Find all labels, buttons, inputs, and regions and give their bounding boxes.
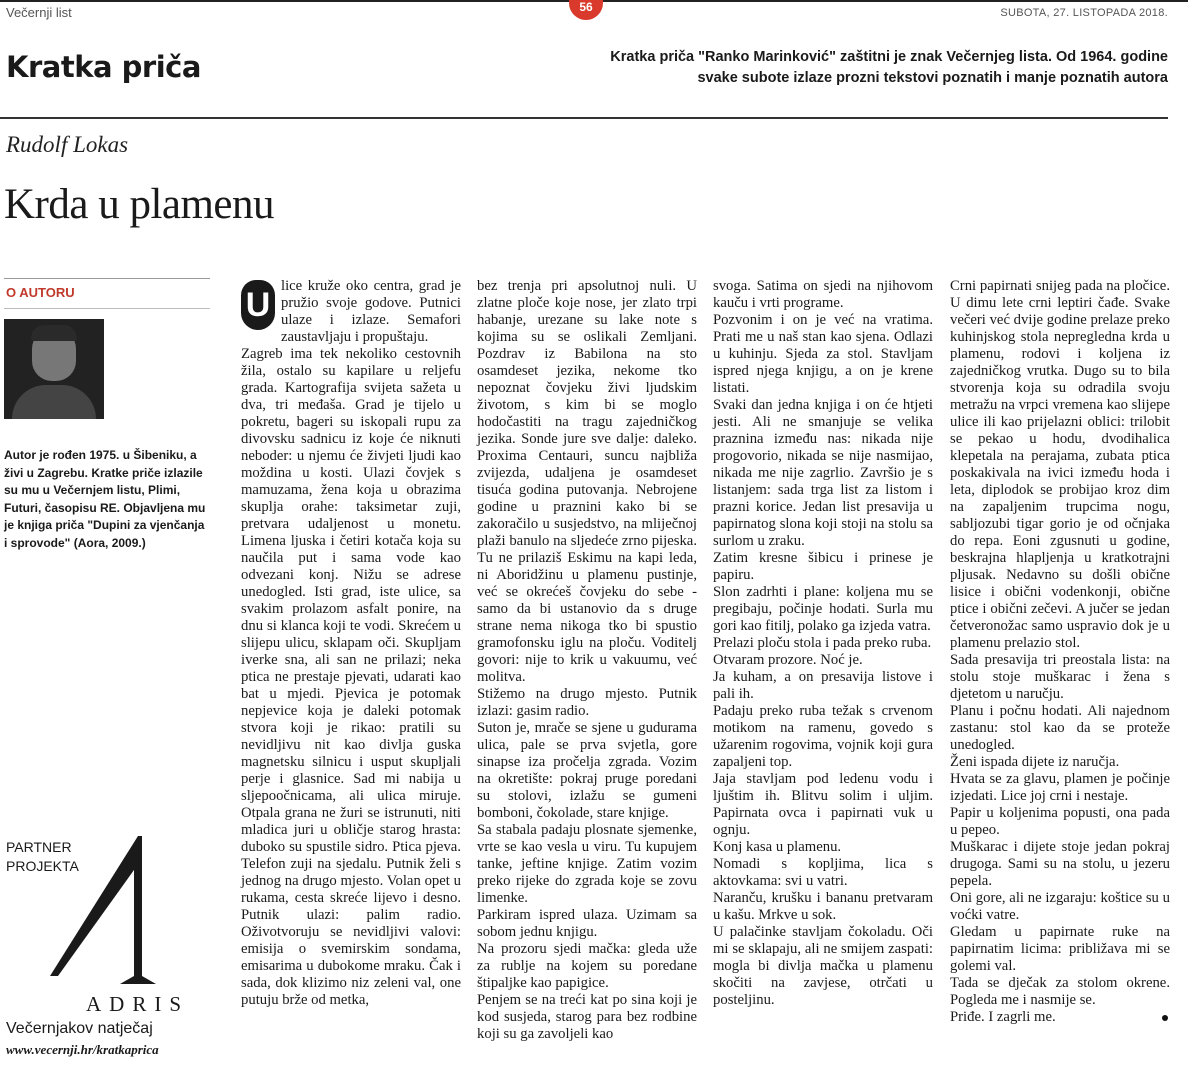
about-author-text: Autor je rođen 1975. u Šibeniku, a živi u Zagrebu. Kratke priče izlazile su mu u Večernjem listu, Plimi, Futuri, časopisu RE. Objavljena mu je knjiga priča "Dupini za vjenčanja i sprovode" (Aora, 2009.) [4,448,206,550]
author-photo [4,319,104,419]
article-paragraph: Priđe. I zagrli me. [950,1009,1056,1025]
article-paragraph: Planu i počnu hodati. Ali najednom zastanu: stol kao da se proteže unedogled. [950,703,1170,753]
article-paragraph: Oni gore, ali ne izgaraju: koštice su u voćki vatre. [950,890,1170,923]
article-column-3 [713,278,933,1009]
top-bar [0,0,1188,24]
article-title: Krda u plamenu [4,181,275,228]
article-paragraph: Tada se dječak za stolom okrene. Pogleda me i nasmije se. [950,975,1170,1008]
article-paragraph: Pozvonim i on je već na vratima. Prati me u naš stan kao sjena. Odlazi u kuhinju. Sjeda za stol. Stavljam ispred njega knjigu, a on je krene listati. [713,312,933,396]
article-paragraph: Zatim kresne šibicu i prinese je papiru. [713,550,933,583]
publication-name: Večernji list [6,5,72,20]
section-intro: Kratka priča "Ranko Marinković" zaštitni je znak Večernjeg lista. Od 1964. godine svake subote izlaze prozni tekstovi poznatih i manje poznatih autora [610,49,1168,86]
article-paragraph: U palačinke stavljam čokoladu. Oči mi se sklapaju, ali ne smijem zaspati: mogla bi divlja mačka u plamenu skočiti na zavjese, otrčati u posteljinu. [713,924,933,1008]
issue-date: SUBOTA, 27. LISTOPADA 2018. [1000,7,1168,19]
article-paragraph: Jaja stavljam pod ledenu vodu i ljuštim ih. Blitvu solim i uljim. Papirnata ovca i papirnati vuk u ognju. [713,771,933,838]
article-paragraph: Slon zadrhti i plane: koljena mu se pregibaju, počinje hodati. Surla mu gori kao fitilj, polako ga izjeda vatra. [713,584,933,634]
article-paragraph: Ja kuham, a on presavija listove i pali ih. [713,669,933,702]
article-paragraph: Na prozoru sjedi mačka: gleda uže za rublje na kojem su poredane štipaljke kao papigice. [477,941,697,991]
article-paragraph: Svaki dan jedna knjiga i on će htjeti jesti. Ali ne smanjuje se velika praznina između nas: nikada nije progovorio, nikada se nije nasmijao, nikada me nije zagrlio. Završio je s listanjem: sada trga list za listom i prazni korice. Jedan list presavija u papirnatog slona koji stoji na stolu sa surlom u zraku. [713,397,933,549]
article-paragraph: Sada presavija tri preostala lista: na stolu stoje muškarac i žena s djetetom u naručju. [950,652,1170,702]
contest-name: Večernjakov natječaj [6,1020,153,1037]
about-author-box [4,278,210,552]
article-paragraph: svoga. Satima on sjedi na njihovom kauču i vrti programe. [713,278,933,311]
section-divider [0,117,1168,119]
article-paragraph: Sa stabala padaju plosnate sjemenke, vrte se kao vesla u viru. Tu kupujem tanke, jeftine knjige. Zatim vozim preko rijeke do zgrada koje se zovu limenke. [477,822,697,906]
partner-logo-text: ADRIS [86,992,190,1016]
article-paragraph: Hvata se za glavu, plamen je počinje izjedati. Lice joj crni i nestaje. [950,771,1170,804]
article-paragraph: Otvaram prozore. Noć je. [713,652,863,668]
drop-cap: U [241,280,275,330]
article-column-2 [477,278,697,1043]
article-paragraph: Nomadi s kopljima, lica s aktovkama: svi u vatri. [713,856,933,889]
article-paragraph: Parkiram ispred ulaza. Uzimam sa sobom jednu knjigu. [477,907,697,940]
article-paragraph: Stižemo na drugo mjesto. Putnik izlazi: gasim radio. [477,686,697,719]
adris-logo-icon [28,826,208,1006]
article-paragraph: bez trenja pri apsolutnoj nuli. U zlatne ploče koje nose, jer zlato trpi habanje, urezane su lake note s kojima su se oslikali Zemljani. Pozdrav iz Babilona na sto osamdeset jezika, nekome tko nepoznat čovjeku živi ljudskim životom, s kim bi se moglo hodočastiti na tragu zajedničkog jezika. Sonde jure sve dalje: daleko. Proxima Centauri, suncu najbliža zvijezda, udaljena je osamdeset tisuća godina putovanja. Nebrojene godine u praznini kako bi se zakoračilo u susjedstvo, na mliječnoj plaži banulo na sljedeće zrno pijeska. Tu ne prilaziš Eskimu na kapi leda, ni Aboridžinu u plamenu pustinje, već se okrećeš čovjeku do sebe - samo da bi ustanovio da s druge strane nema nikoga tko bi spustio gramofonsku iglu na ploču. Voditelj govori: nije to krik u vakuumu, već molitva. [477,278,697,685]
article-paragraph: Prelazi ploču stola i pada preko ruba. [713,635,932,651]
article-paragraph: Suton je, mrače se sjene u gudurama ulica, pale se prva svjetla, gore sinapse iza pročelja zgrada. Vozim na okretište: pokraj pruge poredani su stolovi, izlažu se gumeni bomboni, čokolade, stare knjige. [477,720,697,821]
article-paragraph: lice kruže oko centra, grad je pružio svoje godove. Putnici ulaze i izlaze. Semafori zaustavljaju i propuštaju. [281,278,461,345]
article-paragraph: Gledam u papirnate ruke na papirnatim licima: približava mi se golemi val. [950,924,1170,974]
article-paragraph: Naranču, krušku i bananu pretvaram u kašu. Mrkve u sok. [713,890,933,923]
article-paragraph: Padaju preko ruba težak s crvenom motikom na ramenu, govedo s užarenim rogovima, vojnik koji gura zapaljeni top. [713,703,933,770]
partner-label: PARTNER PROJEKTA [6,839,79,874]
page-number-badge: 56 [569,0,603,20]
article-paragraph: Crni papirnati snijeg pada na pločice. U dimu lete crni leptiri čađe. Svake večeri već dvije godine prelaze preko kuhinjskog stola nepregledna krda u plamenu, rodovi i koljena iz zajedničkog vrutka. Dugo su to bila stvorenja koja su odradila svoju metražu na vrpci vremena kao slijepe ulice ili kao prijelazni oblici: trilobit se pekao u hodu, dvodihalica klepetala na perajama, zubata ptica poskakivala na ivici između hoda i leta, diplodok se probijao kroz dim na zapaljenim trupcima nogu, sabljozubi tigar gorio je od očnjaka do repa. Eoni zgusnuti u godine, beskrajna hlapljenja u kratkotrajni pljusak. Nedavno su došli obične lisice i obični vodenkonji, obične ptice i obični zečevi. A jučer se jedan četveronožac samo uspravio dok je u plamenu prelazio stol. [950,278,1170,651]
article-paragraph: Muškarac i dijete stoje jedan pokraj drugoga. Sami su na stolu, u jezeru pepela. [950,839,1170,889]
article-author: Rudolf Lokas [6,132,129,157]
about-author-title: O AUTORU [6,285,75,300]
article-paragraph: Zagreb ima tek nekoliko cestovnih žila, ostalo su kapilare u reljefu grada. Kartografija svijeta sažeta u dva, tri međaša. Grad je tijelo u pokretu, bageri su iskopali rupu za divovsku sadnicu iz koje će niknuti neboder: u njemu će živjeti ljudi kao moždina u kosti. Ulazi čovjek s mamuzama, žena koja u obrazima skuplja orahe: taksimetar zuji, pretvara udaljenost u monetu. Limena ljuska i četiri kotača koja su naučila put i sama vode kao odvezani konj. Nižu se adrese unedogled. Isti grad, iste ulice, sa svakim prolazom asfalt ponire, na dnu si klanca koji te vodi. Skrećem u slijepu ulicu, sklapam oči. Skupljam iverke sna, ali san ne prilazi; neka ptica ne prestaje pjevati, udarati kao bat u mjedi. Pjevica je potomak nepjevice koja je daleki potomak stvora koji je rikao: pratili su nevidljivu nit kao divlja guska magnetsku silnicu i usput skupljali perje i glasnice. Sad mi nabija u sljepoočnicama, ali ulica miruje. Otpala grana ne žuri se istrunuti, niti mladica juri u obličje starog hrasta: duboko su spustile sidro. Ptica pjeva. Telefon zuji na sjedalu. Putnik želi s jednog na drugo mjesto. Volan opet u rukama, cesta skreće lijevo i desno. Putnik ulazi: palim radio. Oživotvoruju se nevidljivi valovi: emisija o svemirskim sondama, emisarima u dubokome mraku. Čak i sada, dok klizimo niz zeleni val, one putuju brže od metka, [241,346,461,1008]
article-paragraph: Konj kasa u plamenu. [713,839,842,855]
article-paragraph: Penjem se na treći kat po sina koji je kod susjeda, starog para bez rodbine koji su ga zavoljeli kao [477,992,697,1042]
section-title: Kratka priča [6,50,201,84]
article-column-4 [950,278,1170,1026]
contest-url[interactable]: www.vecernji.hr/kratkaprica [6,1042,159,1057]
article-paragraph: Papir u koljenima popusti, ona pada u pepeo. [950,805,1170,838]
article-paragraph: Ženi ispada dijete iz naručja. [950,754,1120,770]
end-mark-icon [1162,1015,1168,1021]
article-column-1 [241,278,461,1009]
